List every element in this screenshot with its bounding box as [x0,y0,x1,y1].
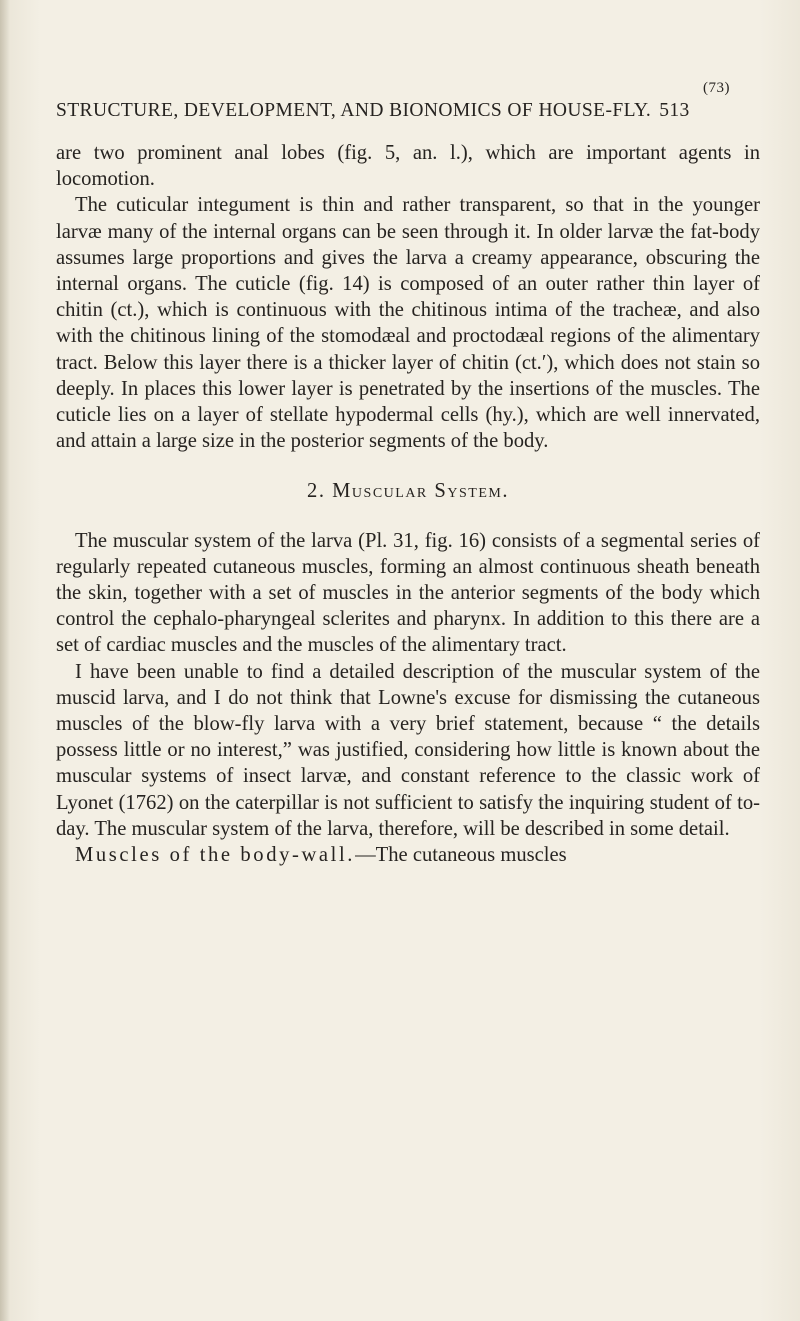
body-text [56,140,760,868]
paragraph-cuticular-integument: The cuticular integument is thin and rather transparent, so that in the younger larvæ many of the internal organs can be seen through it. In older larvæ the fat-body assumes large proportions and gives the larva a creamy appearance, obscuring the internal organs. The cuticle (fig. 14) is composed of an outer rather thin layer of chitin (ct.), which is continuous with the chitinous intima of the tracheæ, and also with the chitinous lining of the stomodæal and proctodæal regions of the alimentary tract. Below this layer there is a thicker layer of chitin (ct.′), which does not stain so deeply. In places this lower layer is penetrated by the insertions of the muscles. The cuticle lies on a layer of stellate hypodermal cells (hy.), which are well innervated, and attain a large size in the posterior segments of the body. [56,194,760,453]
spaced-subheading: Muscles of the body-wall. [75,844,356,867]
paragraph-anal-lobes: are two prominent anal lobes (fig. 5, an. l.), which are important agents in locomotion. [56,142,760,191]
paragraph-lowne-lyonet: I have been unable to find a detailed description of the muscular system of the muscid larva, and I do not think that Lowne's excuse for dismissing the cutaneous muscles of the blow-fly larva with a very brief statement, because “ the details possess little or no interest,” was justified, considering how little is known about the muscular systems of insect larvæ, and constant reference to the classic work of Lyonet (1762) on the caterpillar is not sufficient to satisfy the inquiring student of to-day. The muscular system of the larva, therefore, will be described in some detail. [56,660,760,840]
section-heading-muscular-system: 2. Muscular System. [307,480,509,503]
page-number: 513 [659,100,690,121]
paragraph-body-wall-muscles [56,842,760,868]
folio-number: (73) [703,80,730,96]
running-head-title: STRUCTURE, DEVELOPMENT, AND BIONOMICS OF HOUSE-FLY. [56,100,652,121]
paragraph-muscular-system-overview: The muscular system of the larva (Pl. 31, fig. 16) consists of a segmental series of regularly repeated cutaneous muscles, forming an almost continuous sheath beneath the skin, together with a set of muscles in the anterior segments of the body which control the cephalo-pharyngeal sclerites and pharynx. In addition to this there are a set of cardiac muscles and the muscles of the alimentary tract. [56,529,760,657]
subheading-continuation: —The cutaneous muscles [355,844,567,867]
running-head [56,100,756,122]
binding-shadow [0,0,10,1321]
